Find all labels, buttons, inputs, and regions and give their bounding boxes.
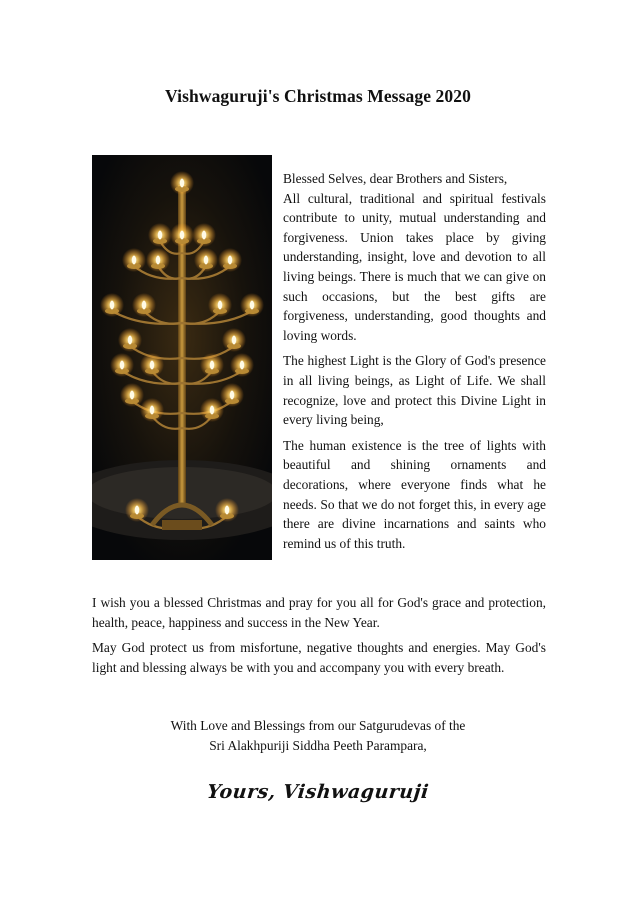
wishes-section: [92, 593, 546, 683]
flame: [230, 391, 234, 400]
page-title: Vishwaguruji's Christmas Message 2020: [165, 86, 471, 106]
lamp-illustration: [92, 155, 272, 560]
flame: [250, 301, 254, 310]
flame: [210, 406, 214, 415]
message-body: [283, 169, 546, 559]
flame: [180, 179, 184, 188]
flame: [156, 256, 160, 265]
flame: [130, 391, 134, 400]
flame: [202, 231, 206, 240]
flame: [228, 256, 232, 265]
closing-line-1: With Love and Blessings from our Satgurudevas of the: [170, 718, 466, 733]
greeting: Blessed Selves, dear Brothers and Sisters,: [283, 171, 508, 186]
closing-line-2: Sri Alakhpuriji Siddha Peeth Parampara,: [209, 737, 427, 753]
flame: [210, 361, 214, 370]
flame: [150, 361, 154, 370]
flame: [142, 301, 146, 310]
wishes-paragraph-2: May God protect us from misfortune, negative thoughts and energies. May God's light and blessing always be with you and accompany you with every breath.: [92, 640, 546, 675]
body-paragraph-1: All cultural, traditional and spiritual festivals contribute to unity, mutual understanding and forgiveness. Union takes place by giving understanding, insight, love and devotion to all living beings. There is much that we can give on such occasions, but the best gifts are forgiveness, understanding, good thoughts and loving words.: [283, 190, 546, 343]
flame: [180, 231, 184, 240]
oil-lamp-tree-photo: [92, 155, 272, 560]
wishes-paragraph-1: I wish you a blessed Christmas and pray for you all for God's grace and protection, health, peace, happiness and success in the New Year.: [92, 595, 546, 630]
flame: [225, 506, 229, 515]
flame: [150, 406, 154, 415]
flame: [158, 231, 162, 240]
flame: [232, 336, 236, 345]
flame: [218, 301, 222, 310]
body-paragraph-2: The highest Light is the Glory of God's presence in all living beings, as Light of Life. We shall recognize, love and protect this Divine Light in every living being,: [283, 353, 546, 428]
signature: Yours, Vishwaguruji: [206, 781, 430, 803]
flame: [240, 361, 244, 370]
flame: [132, 256, 136, 265]
flame: [128, 336, 132, 345]
flame: [110, 301, 114, 310]
flame: [135, 506, 139, 515]
closing-blessing: [0, 716, 636, 755]
flame: [204, 256, 208, 265]
flame: [120, 361, 124, 370]
body-paragraph-3: The human existence is the tree of lights with beautiful and shining ornaments and decorations, where everyone finds what he needs. So that we do not forget this, in every age there are divine incarnations and saints who remind us of this truth.: [283, 437, 546, 551]
